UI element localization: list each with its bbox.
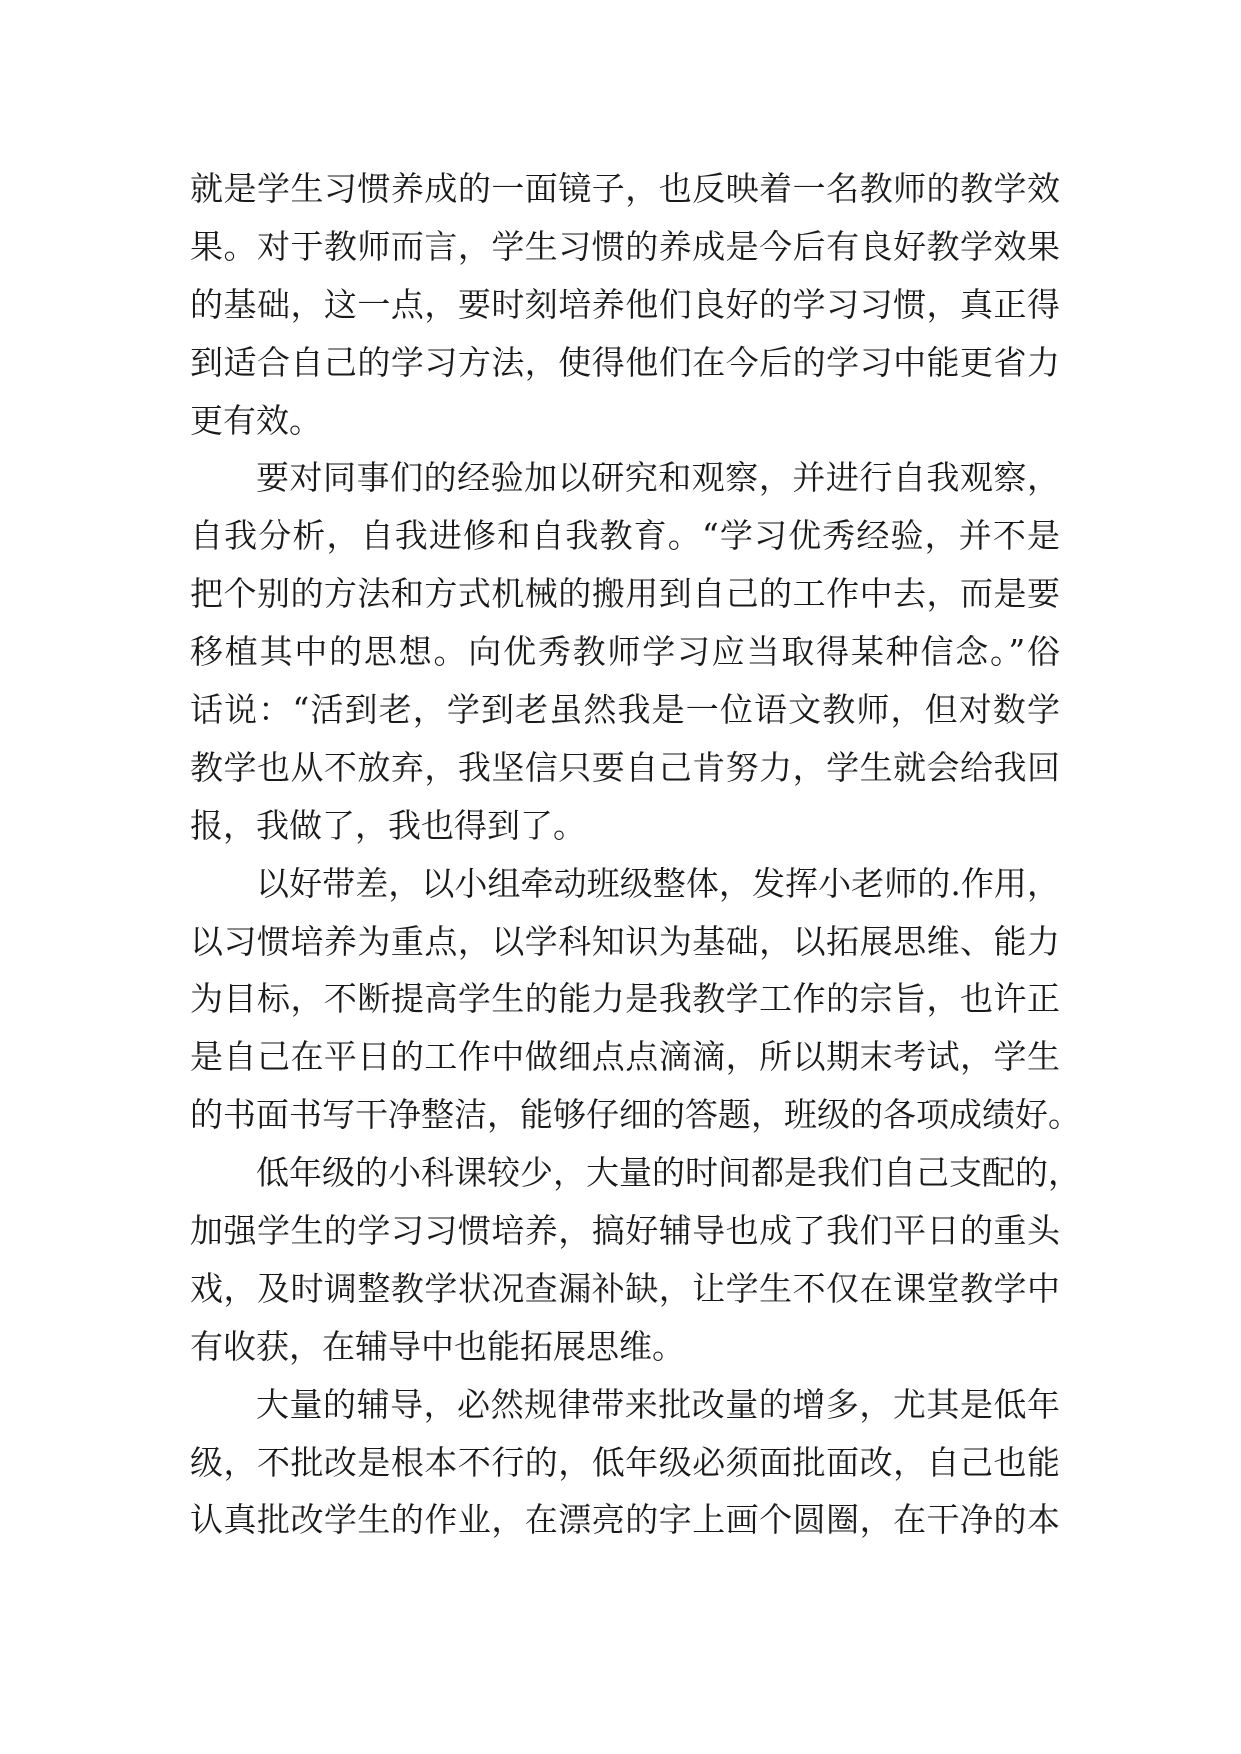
text-line: 有收获，在辅导中也能拓展思维。 [190,1326,685,1366]
document-body [190,160,1081,1549]
text-line: 戏，及时调整教学状况查漏补缺，让学生不仅在课堂教学中 [190,1268,1060,1308]
text-line: 到适合自己的学习方法，使得他们在今后的学习中能更省力 [190,342,1060,382]
paragraph-first-line: 要对同事们的经验加以研究和观察，并进行自我观察， [256,458,1060,498]
text-line: 认真批改学生的作业，在漂亮的字上画个圆圈，在干净的本 [190,1500,1060,1540]
paragraph-first-line: 以好带差，以小组牵动班级整体，发挥小老师的.作用， [256,863,1060,903]
text-line: 是自己在平日的工作中做细点点滴滴，所以期末考试，学生 [190,1037,1060,1077]
text-line: 级，不批改是根本不行的，低年级必须面批面改，自己也能 [190,1442,1060,1482]
paragraph-first-line: 低年级的小科课较少，大量的时间都是我们自己支配的， [256,1153,1081,1193]
text-line: 报，我做了，我也得到了。 [190,805,586,845]
text-line: 的基础，这一点，要时刻培养他们良好的学习习惯，真正得 [190,284,1060,324]
text-line: 加强学生的学习习惯培养，搞好辅导也成了我们平日的重头 [190,1211,1060,1251]
text-line: 把个别的方法和方式机械的搬用到自己的工作中去，而是要 [190,574,1060,614]
text-line: 以习惯培养为重点，以学科知识为基础，以拓展思维、能力 [190,921,1060,961]
text-line: 教学也从不放弃，我坚信只要自己肯努力，学生就会给我回 [190,747,1060,787]
text-line: 的书面书写干净整洁，能够仔细的答题，班级的各项成绩好。 [190,1095,1081,1135]
text-line: 为目标，不断提高学生的能力是我教学工作的宗旨，也许正 [190,979,1060,1019]
text-line: 更有效。 [190,400,322,440]
text-line: 就是学生习惯养成的一面镜子，也反映着一名教师的教学效 [190,169,1060,208]
paragraph-first-line: 大量的辅导，必然规律带来批改量的增多，尤其是低年 [256,1384,1060,1424]
text-line: 果。对于教师而言，学生习惯的养成是今后有良好教学效果 [190,226,1060,266]
text-line: 自我分析，自我进修和自我教育。“学习优秀经验，并不是 [190,516,1060,556]
text-line: 移植其中的思想。向优秀教师学习应当取得某种信念。”俗 [190,632,1060,672]
text-line: 话说：“活到老，学到老虽然我是一位语文教师，但对数学 [190,690,1060,730]
